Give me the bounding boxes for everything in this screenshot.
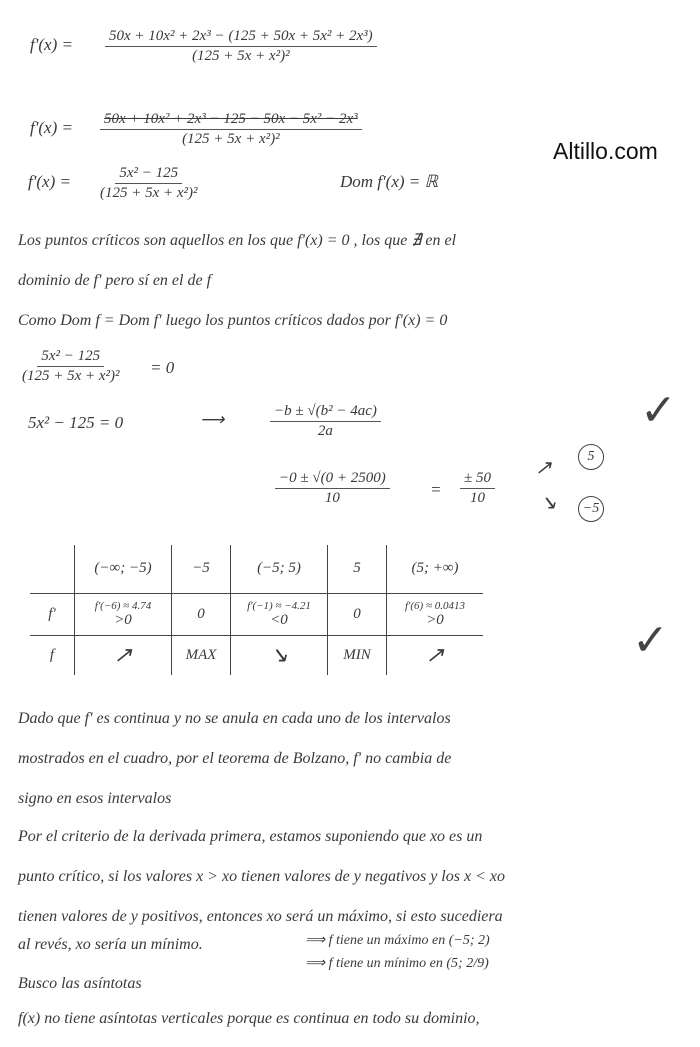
eq1-fraction <box>22 348 120 385</box>
eq3-result <box>460 470 495 507</box>
text-line: Los puntos críticos son aquellos en los que f'(x) = 0 , los que ∄ en el <box>18 232 457 249</box>
step2-numerator: 50x + 10x² + 2x³ − 125 − 50x − 5x² − 2x³ <box>100 111 362 130</box>
increasing-arrow-icon: ↗ <box>75 635 172 675</box>
table-cell <box>231 593 328 635</box>
cell-eval: f'(−1) ≈ −4.21 <box>247 599 311 612</box>
root-circle: −5 <box>578 496 604 522</box>
watermark-logo: Altillo.com <box>553 138 658 164</box>
min-conclusion: ⟹ f tiene un mínimo en (5; 2/9) <box>305 956 489 971</box>
arrow-icon: ⟶ <box>200 410 225 429</box>
root-positive <box>578 444 604 470</box>
cell-sign: 0 <box>353 605 361 622</box>
eq3-denominator: 10 <box>324 490 340 506</box>
quadratic-numerator: −b ± √(b² − 4ac) <box>270 403 381 422</box>
text-line: f(x) no tiene asíntotas verticales porque es continua en todo su dominio, <box>18 1010 480 1027</box>
cell-sign: 0 <box>197 605 205 622</box>
cell-sign: >0 <box>426 611 444 628</box>
step2-denominator: (125 + 5x + x²)² <box>182 131 280 147</box>
eq2-lhs: 5x² − 125 = 0 <box>28 413 124 432</box>
eq3-equals: = <box>430 480 442 499</box>
eq3-result-denominator: 10 <box>469 490 485 506</box>
row-label: f <box>30 635 75 675</box>
step2-lhs: f'(x) = <box>30 118 73 137</box>
text-line: punto crítico, si los valores x > xo tienen valores de y negativos y los x < xo <box>18 868 505 885</box>
table-cell: (−5; 5) <box>231 545 328 593</box>
table-cell: MAX <box>172 635 231 675</box>
step1-numerator: 50x + 10x² + 2x³ − (125 + 50x + 5x² + 2x³) <box>105 28 377 47</box>
root-circle: 5 <box>578 444 604 470</box>
text-line: Por el criterio de la derivada primera, estamos suponiendo que xo es un <box>18 828 483 845</box>
eq3-result-numerator: ± 50 <box>460 470 495 489</box>
table-row-f <box>30 635 483 675</box>
step1-denominator: (125 + 5x + x²)² <box>192 48 290 64</box>
arrow-up-right-icon: ↗ <box>535 457 552 479</box>
step3-fraction <box>100 165 198 202</box>
table-cell: −5 <box>172 545 231 593</box>
step1-fraction <box>105 28 377 65</box>
text-line: signo en esos intervalos <box>18 790 172 807</box>
eq1-rhs: = 0 <box>150 358 175 377</box>
step3-denominator: (125 + 5x + x²)² <box>100 185 198 201</box>
step3-lhs: f'(x) = <box>28 172 71 191</box>
quadratic-formula <box>270 403 381 440</box>
table-cell: (−∞; −5) <box>75 545 172 593</box>
eq3-numerator: −0 ± √(0 + 2500) <box>275 470 390 489</box>
table-cell: MIN <box>328 635 387 675</box>
quadratic-denominator: 2a <box>317 423 333 439</box>
text-line: Busco las asíntotas <box>18 975 142 992</box>
step2-fraction <box>100 111 362 148</box>
table-cell <box>387 593 484 635</box>
cell-eval: f'(−6) ≈ 4.74 <box>94 599 152 612</box>
table-cell <box>75 593 172 635</box>
text-line: mostrados en el cuadro, por el teorema de Bolzano, f' no cambia de <box>18 750 452 767</box>
arrow-down-right-icon: ↘ <box>540 492 557 514</box>
table-cell: (5; +∞) <box>387 545 484 593</box>
table-row-fprime <box>30 593 483 635</box>
eq1-numerator: 5x² − 125 <box>37 348 104 367</box>
domain-statement: Dom f'(x) = ℝ <box>340 172 438 191</box>
text-line: Como Dom f = Dom f' luego los puntos críticos dados por f'(x) = 0 <box>18 312 448 329</box>
text-line: tienen valores de y positivos, entonces xo será un máximo, si esto sucediera <box>18 908 503 925</box>
cell-sign: <0 <box>270 611 288 628</box>
checkmark-icon: ✓ <box>640 386 677 435</box>
step1-lhs: f'(x) = <box>30 35 73 54</box>
cell-eval: f'(6) ≈ 0.0413 <box>404 599 466 612</box>
decreasing-arrow-icon: ↘ <box>231 635 328 675</box>
table-cell: 5 <box>328 545 387 593</box>
eq3-fraction <box>275 470 390 507</box>
sign-table <box>30 545 483 675</box>
eq1-denominator: (125 + 5x + x²)² <box>22 368 120 384</box>
root-negative <box>578 496 604 522</box>
checkmark-icon: ✓ <box>632 616 669 665</box>
text-line: al revés, xo sería un mínimo. <box>18 936 203 953</box>
step3-numerator: 5x² − 125 <box>115 165 182 184</box>
table-cell <box>172 593 231 635</box>
text-line: dominio de f' pero sí en el de f <box>18 272 212 289</box>
table-cell <box>328 593 387 635</box>
text-line: Dado que f' es continua y no se anula en cada uno de los intervalos <box>18 710 451 727</box>
row-label: f' <box>30 593 75 635</box>
table-cell <box>30 545 75 593</box>
table-header-row <box>30 545 483 593</box>
increasing-arrow-icon: ↗ <box>387 635 484 675</box>
max-conclusion: ⟹ f tiene un máximo en (−5; 2) <box>305 933 490 948</box>
cell-sign: >0 <box>114 611 132 628</box>
